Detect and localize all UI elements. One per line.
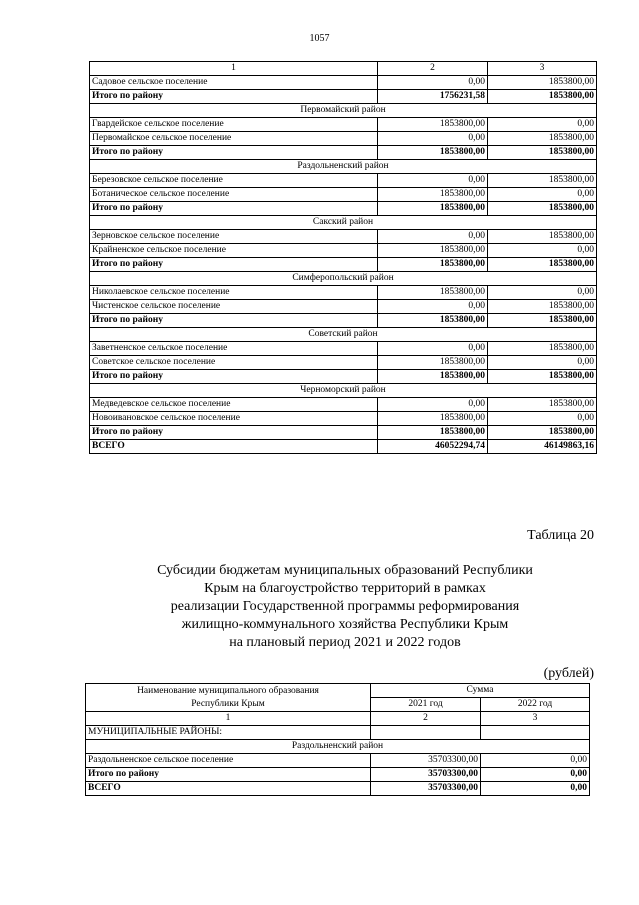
table-row [90, 188, 597, 202]
amount-cell: 1853800,00 [488, 230, 597, 244]
settlement-name: ВСЕГО [86, 782, 371, 796]
settlement-name: ВСЕГО [90, 440, 378, 454]
amount-cell: 35703300,00 [371, 754, 481, 768]
settlement-name: Заветненское сельское поселение [90, 342, 378, 356]
amount-cell: 0,00 [488, 356, 597, 370]
amount-cell: 1853800,00 [378, 118, 488, 132]
settlement-name: Итого по району [90, 146, 378, 160]
amount-cell: 1853800,00 [488, 90, 597, 104]
amount-cell: 1853800,00 [488, 342, 597, 356]
header-line: Республики Крым [191, 698, 265, 709]
district-section-row [90, 160, 597, 174]
amount-cell: 1853800,00 [488, 76, 597, 90]
settlement-name: Итого по району [90, 90, 378, 104]
amount-cell: 1853800,00 [488, 300, 597, 314]
settlement-name: Николаевское сельское поселение [90, 286, 378, 300]
district-section-row [90, 272, 597, 286]
total-row [86, 782, 590, 796]
table-title [110, 562, 580, 652]
municipal-districts-row [86, 726, 590, 740]
district-name: Симферопольский район [90, 272, 597, 286]
table-row [90, 300, 597, 314]
header-line: Наименование муниципального образования [137, 685, 319, 696]
subsidy-table-2021-2022 [85, 683, 590, 796]
units-label: (рублей) [543, 666, 594, 681]
district-name: Раздольненский район [86, 740, 590, 754]
settlement-name: Итого по району [90, 314, 378, 328]
amount-cell: 0,00 [488, 286, 597, 300]
table-row [90, 412, 597, 426]
district-section-row [86, 740, 590, 754]
district-section-row [90, 216, 597, 230]
total-row [90, 258, 597, 272]
table-header-row [86, 684, 590, 698]
total-row [90, 146, 597, 160]
settlement-name: Чистенское сельское поселение [90, 300, 378, 314]
title-line: жилищно-коммунального хозяйства Республики Крым [181, 617, 509, 632]
total-row [90, 440, 597, 454]
table-label: Таблица 20 [527, 528, 594, 543]
amount-cell: 1853800,00 [488, 174, 597, 188]
table-row [90, 286, 597, 300]
year-column-header: 2021 год [371, 698, 481, 712]
municipal-districts-label: МУНИЦИПАЛЬНЫЕ РАЙОНЫ: [86, 726, 371, 740]
total-row [86, 768, 590, 782]
settlement-name: Советское сельское поселение [90, 356, 378, 370]
year-column-header: 2022 год [481, 698, 590, 712]
district-name: Раздольненский район [90, 160, 597, 174]
amount-cell: 0,00 [378, 300, 488, 314]
amount-cell: 0,00 [378, 76, 488, 90]
amount-cell: 0,00 [378, 398, 488, 412]
amount-cell: 1853800,00 [378, 412, 488, 426]
district-name: Советский район [90, 328, 597, 342]
settlement-name: Гвардейское сельское поселение [90, 118, 378, 132]
table-row [90, 132, 597, 146]
total-row [90, 426, 597, 440]
amount-cell: 0,00 [481, 782, 590, 796]
amount-cell: 1853800,00 [378, 286, 488, 300]
district-name: Первомайский район [90, 104, 597, 118]
settlement-name: Зерновское сельское поселение [90, 230, 378, 244]
amount-cell: 0,00 [378, 342, 488, 356]
amount-cell: 1853800,00 [488, 370, 597, 384]
amount-cell: 1853800,00 [378, 244, 488, 258]
settlement-name: Итого по району [90, 370, 378, 384]
column-number: 2 [371, 712, 481, 726]
sum-column-header: Сумма [371, 684, 590, 698]
table-row [90, 244, 597, 258]
amount-cell: 1853800,00 [378, 370, 488, 384]
settlement-name: Раздольненское сельское поселение [86, 754, 371, 768]
amount-cell: 0,00 [488, 412, 597, 426]
column-numbers-row [86, 712, 590, 726]
amount-cell: 0,00 [488, 244, 597, 258]
table-row [90, 118, 597, 132]
amount-cell: 1853800,00 [488, 132, 597, 146]
amount-cell: 46149863,16 [488, 440, 597, 454]
title-line: Субсидии бюджетам муниципальных образований Республики [157, 563, 533, 578]
amount-cell: 1853800,00 [378, 258, 488, 272]
amount-cell: 1853800,00 [488, 314, 597, 328]
amount-cell: 1853800,00 [488, 146, 597, 160]
title-line: на плановый период 2021 и 2022 годов [229, 635, 461, 650]
total-row [90, 370, 597, 384]
settlement-name: Березовское сельское поселение [90, 174, 378, 188]
empty-cell [371, 726, 481, 740]
amount-cell: 0,00 [378, 132, 488, 146]
amount-cell: 35703300,00 [371, 768, 481, 782]
settlement-name: Итого по району [90, 202, 378, 216]
amount-cell: 1853800,00 [488, 202, 597, 216]
column-number: 2 [378, 62, 488, 76]
amount-cell: 1853800,00 [378, 188, 488, 202]
table-row [90, 230, 597, 244]
settlement-name: Итого по району [86, 768, 371, 782]
settlement-name: Итого по району [90, 258, 378, 272]
amount-cell: 1853800,00 [488, 258, 597, 272]
settlement-name: Новоивановское сельское поселение [90, 412, 378, 426]
amount-cell: 0,00 [378, 174, 488, 188]
amount-cell: 0,00 [488, 188, 597, 202]
table-header-row [90, 62, 597, 76]
district-section-row [90, 384, 597, 398]
amount-cell: 0,00 [481, 768, 590, 782]
settlement-name: Итого по району [90, 426, 378, 440]
settlement-name: Крайненское сельское поселение [90, 244, 378, 258]
amount-cell: 0,00 [378, 230, 488, 244]
amount-cell: 1853800,00 [378, 314, 488, 328]
empty-cell [481, 726, 590, 740]
column-number: 1 [86, 712, 371, 726]
district-name: Черноморский район [90, 384, 597, 398]
amount-cell: 46052294,74 [378, 440, 488, 454]
district-section-row [90, 328, 597, 342]
title-line: реализации Государственной программы реформирования [170, 599, 520, 614]
settlement-name: Ботаническое сельское поселение [90, 188, 378, 202]
table-row [86, 754, 590, 768]
total-row [90, 202, 597, 216]
title-line: Крым на благоустройство территорий в рамках [204, 581, 486, 596]
table-row [90, 342, 597, 356]
total-row [90, 314, 597, 328]
column-number: 3 [481, 712, 590, 726]
amount-cell: 1853800,00 [378, 202, 488, 216]
table-row [90, 76, 597, 90]
amount-cell: 1853800,00 [378, 426, 488, 440]
page-number: 1057 [309, 33, 330, 44]
settlement-name: Медведевское сельское поселение [90, 398, 378, 412]
table-row [90, 174, 597, 188]
amount-cell: 1853800,00 [488, 398, 597, 412]
amount-cell: 1853800,00 [488, 426, 597, 440]
column-number: 1 [90, 62, 378, 76]
district-section-row [90, 104, 597, 118]
amount-cell: 0,00 [488, 118, 597, 132]
district-name: Сакский район [90, 216, 597, 230]
amount-cell: 35703300,00 [371, 782, 481, 796]
amount-cell: 1853800,00 [378, 146, 488, 160]
column-number: 3 [488, 62, 597, 76]
subsidy-table-continued [89, 61, 597, 454]
settlement-name: Первомайское сельское поселение [90, 132, 378, 146]
total-row [90, 90, 597, 104]
settlement-name: Садовое сельское поселение [90, 76, 378, 90]
table-row [90, 398, 597, 412]
amount-cell: 1756231,58 [378, 90, 488, 104]
table-row [90, 356, 597, 370]
name-column-header [86, 684, 371, 712]
amount-cell: 0,00 [481, 754, 590, 768]
amount-cell: 1853800,00 [378, 356, 488, 370]
